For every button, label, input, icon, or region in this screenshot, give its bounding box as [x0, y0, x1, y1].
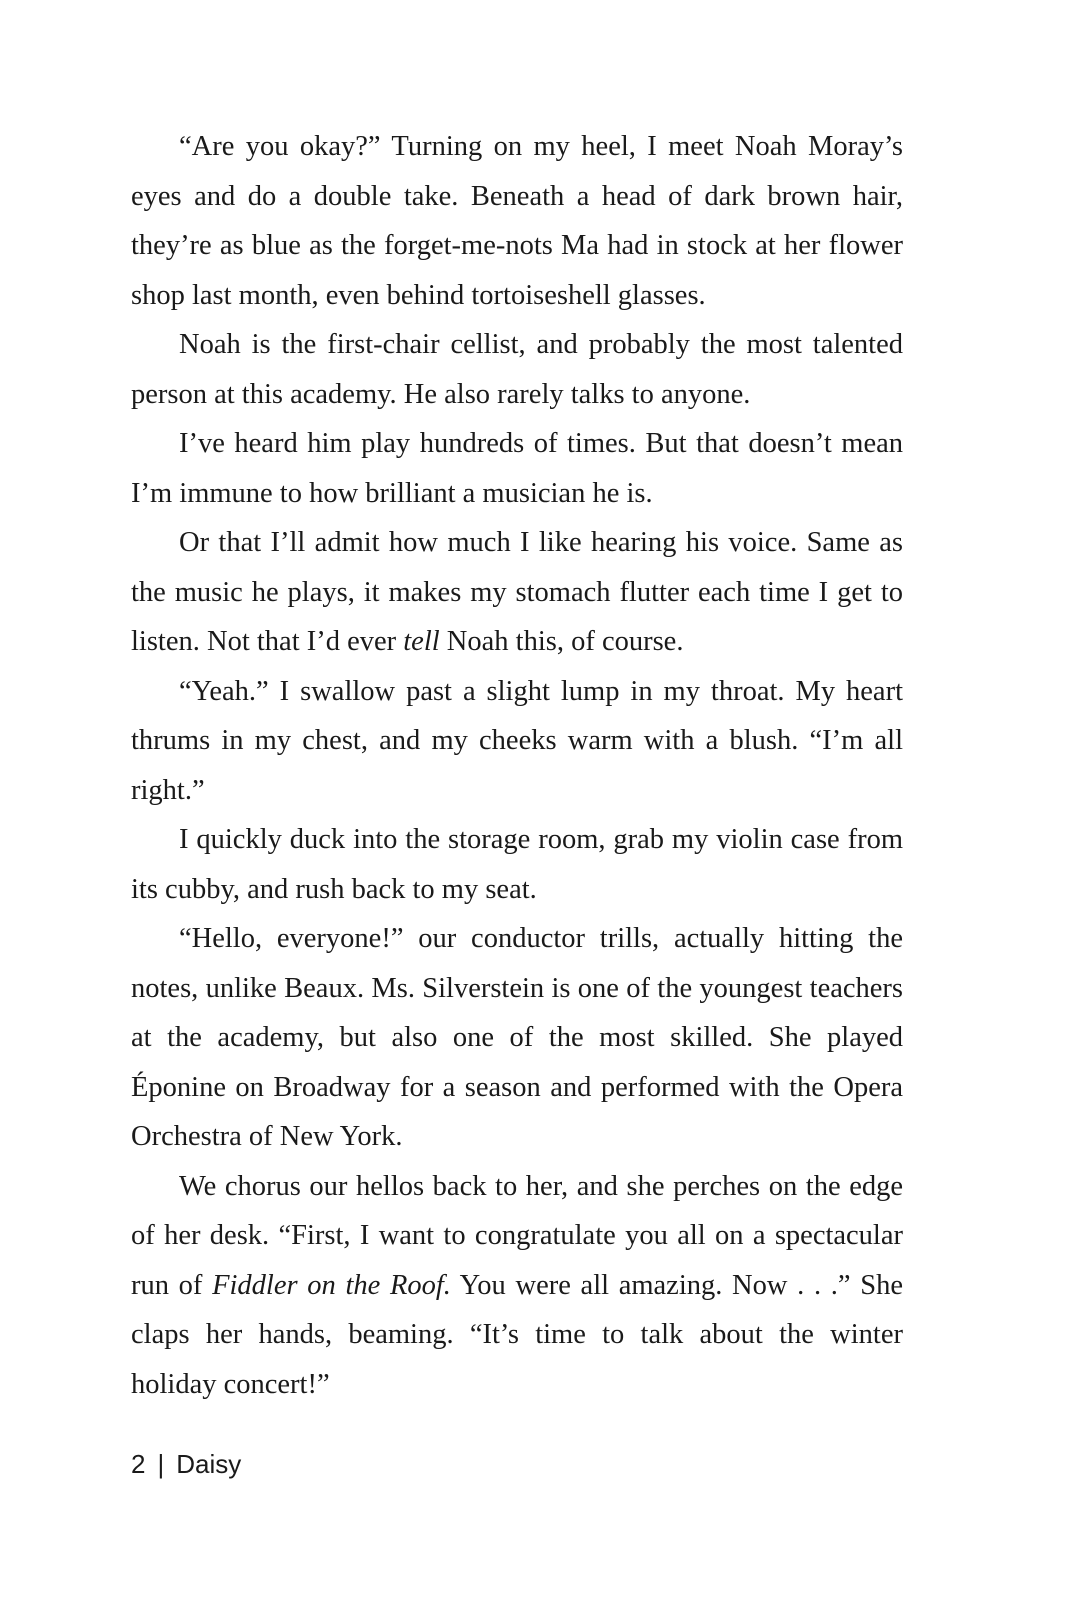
- paragraph-4-italic: tell: [403, 626, 440, 657]
- paragraph-7-text: “Hello, everyone!” our conductor trills, actually hitting the notes, unlike Beaux. Ms. Silverstein is one of the youngest teachers at the academy, but also one of the most skilled. She played Éponine on Broadway for a season and performed with the Opera Orchestra of New York.: [131, 923, 903, 1152]
- paragraph-3-text: I’ve heard him play hundreds of times. But that doesn’t mean I’m immune to how brilliant a musician he is.: [131, 428, 903, 509]
- paragraph-7: [131, 914, 903, 1162]
- paragraph-4-text-a: Or that I’ll admit how much I like hearing his voice. Same as the music he plays, it makes my stomach flutter each time I get to listen. Not that I’d ever: [131, 527, 903, 657]
- paragraph-4-text-b: Noah this, of course.: [439, 626, 684, 657]
- paragraph-8: [131, 1162, 903, 1410]
- paragraph-8-italic-title: Fiddler on the Roof.: [212, 1269, 451, 1301]
- paragraph-5-text: “Yeah.” I swallow past a slight lump in my throat. My heart thrums in my chest, and my cheeks warm with a blush. “I’m all right.”: [131, 675, 903, 806]
- paragraph-8-text-a: We chorus our hellos back to her, and she perches on the edge of her desk. “First, I want to congratulate you all on a spectacular run of: [131, 1170, 903, 1301]
- paragraph-5: [131, 667, 903, 816]
- paragraph-1: [131, 122, 903, 320]
- running-head: Daisy: [176, 1449, 242, 1479]
- paragraph-1-text: “Are you okay?” Turning on my heel, I meet Noah Moray’s eyes and do a double take. Beneath a head of dark brown hair, they’re as blue as the forget-me-nots Ma had in stock at her flower shop last month, even behind tortoiseshell glasses.: [131, 131, 903, 311]
- footer-separator: |: [157, 1449, 165, 1479]
- body-text: [131, 122, 903, 1409]
- page-footer: [131, 1448, 241, 1480]
- paragraph-3: [131, 419, 903, 518]
- paragraph-6-text: I quickly duck into the storage room, grab my violin case from its cubby, and rush back to my seat.: [131, 824, 903, 905]
- paragraph-6: [131, 815, 903, 914]
- paragraph-2-text: Noah is the first-chair cellist, and probably the most talented person at this academy. He also rarely talks to anyone.: [131, 329, 903, 410]
- page-number: 2: [131, 1449, 146, 1479]
- paragraph-2: [131, 320, 903, 419]
- paragraph-4: [131, 518, 903, 667]
- paragraph-8-text-b: You were all amazing. Now . . .” She claps her hands, beaming. “It’s time to talk about the winter holiday concert!”: [131, 1269, 903, 1400]
